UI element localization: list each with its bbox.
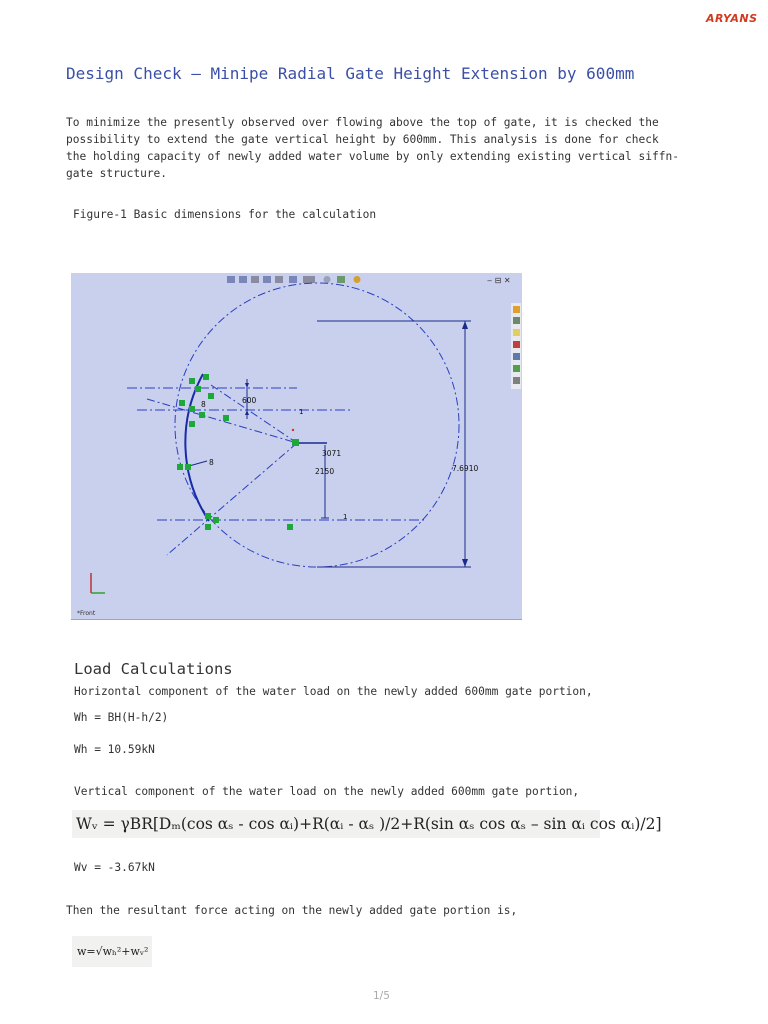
resultant-formula-image: w=√wₕ²+wᵥ²: [72, 936, 152, 967]
view-label: *Front: [77, 610, 96, 617]
horizontal-intro: Horizontal component of the water load on the newly added 600mm gate portion,: [74, 685, 593, 698]
gate-skin-arc: [185, 374, 209, 521]
dim-600-label: 600: [242, 396, 257, 405]
leader-8: [189, 461, 207, 466]
cad-toolbar: [227, 276, 361, 283]
dim-7-label: 7.6910: [452, 464, 479, 473]
ref-1-label-bottom: 1: [343, 513, 348, 521]
page-number: 1/5: [373, 990, 390, 1002]
vertical-intro: Vertical component of the water load on the newly added 600mm gate portion,: [74, 785, 580, 798]
dim-8-label-top: 8: [201, 400, 206, 409]
gate-radius-circle: [175, 283, 459, 567]
window-controls[interactable]: ‒ ⊟ ✕: [487, 276, 511, 285]
constraint-markers: [177, 374, 299, 530]
ray-stiffener: [211, 385, 297, 443]
load-calculations-heading: Load Calculations: [74, 660, 233, 678]
intro-line: the holding capacity of newly added water volume by only extending existing vertical siffn-: [66, 150, 679, 163]
ray-top: [147, 399, 297, 443]
dim-8-label-bottom: 8: [209, 458, 214, 467]
figure-caption: Figure-1 Basic dimensions for the calculation: [73, 208, 377, 221]
wh-value: Wh = 10.59kN: [74, 743, 155, 756]
cad-drawing: [71, 273, 522, 619]
wv-value: Wv = -3.67kN: [74, 861, 155, 874]
dim-3071-label: 3071: [322, 449, 342, 458]
wh-formula: Wh = BH(H-h/2): [74, 711, 169, 724]
wv-formula-image: Wᵥ = γBR[Dₘ(cos αₛ - cos αᵢ)+R(αᵢ - αₛ )/2+R(sin αₛ cos αₛ – sin αᵢ cos αᵢ)/2]: [72, 810, 600, 838]
resultant-intro: Then the resultant force acting on the newly added gate portion is,: [66, 904, 518, 917]
intro-line: possibility to extend the gate vertical height by 600mm. This analysis is done for check: [66, 133, 659, 146]
intro-line: gate structure.: [66, 167, 168, 180]
intro-paragraph: [66, 114, 746, 182]
task-pane-icons: [511, 303, 521, 389]
document-title: Design Check – Minipe Radial Gate Height Extension by 600mm: [66, 64, 635, 83]
company-logo: ARYANS: [706, 12, 758, 25]
ref-1-label-top: 1: [299, 408, 304, 416]
cad-figure: [71, 273, 522, 620]
intro-line: To minimize the presently observed over flowing above the top of gate, it is checked the: [66, 116, 659, 129]
dim-2150-label: 2150: [315, 467, 335, 476]
